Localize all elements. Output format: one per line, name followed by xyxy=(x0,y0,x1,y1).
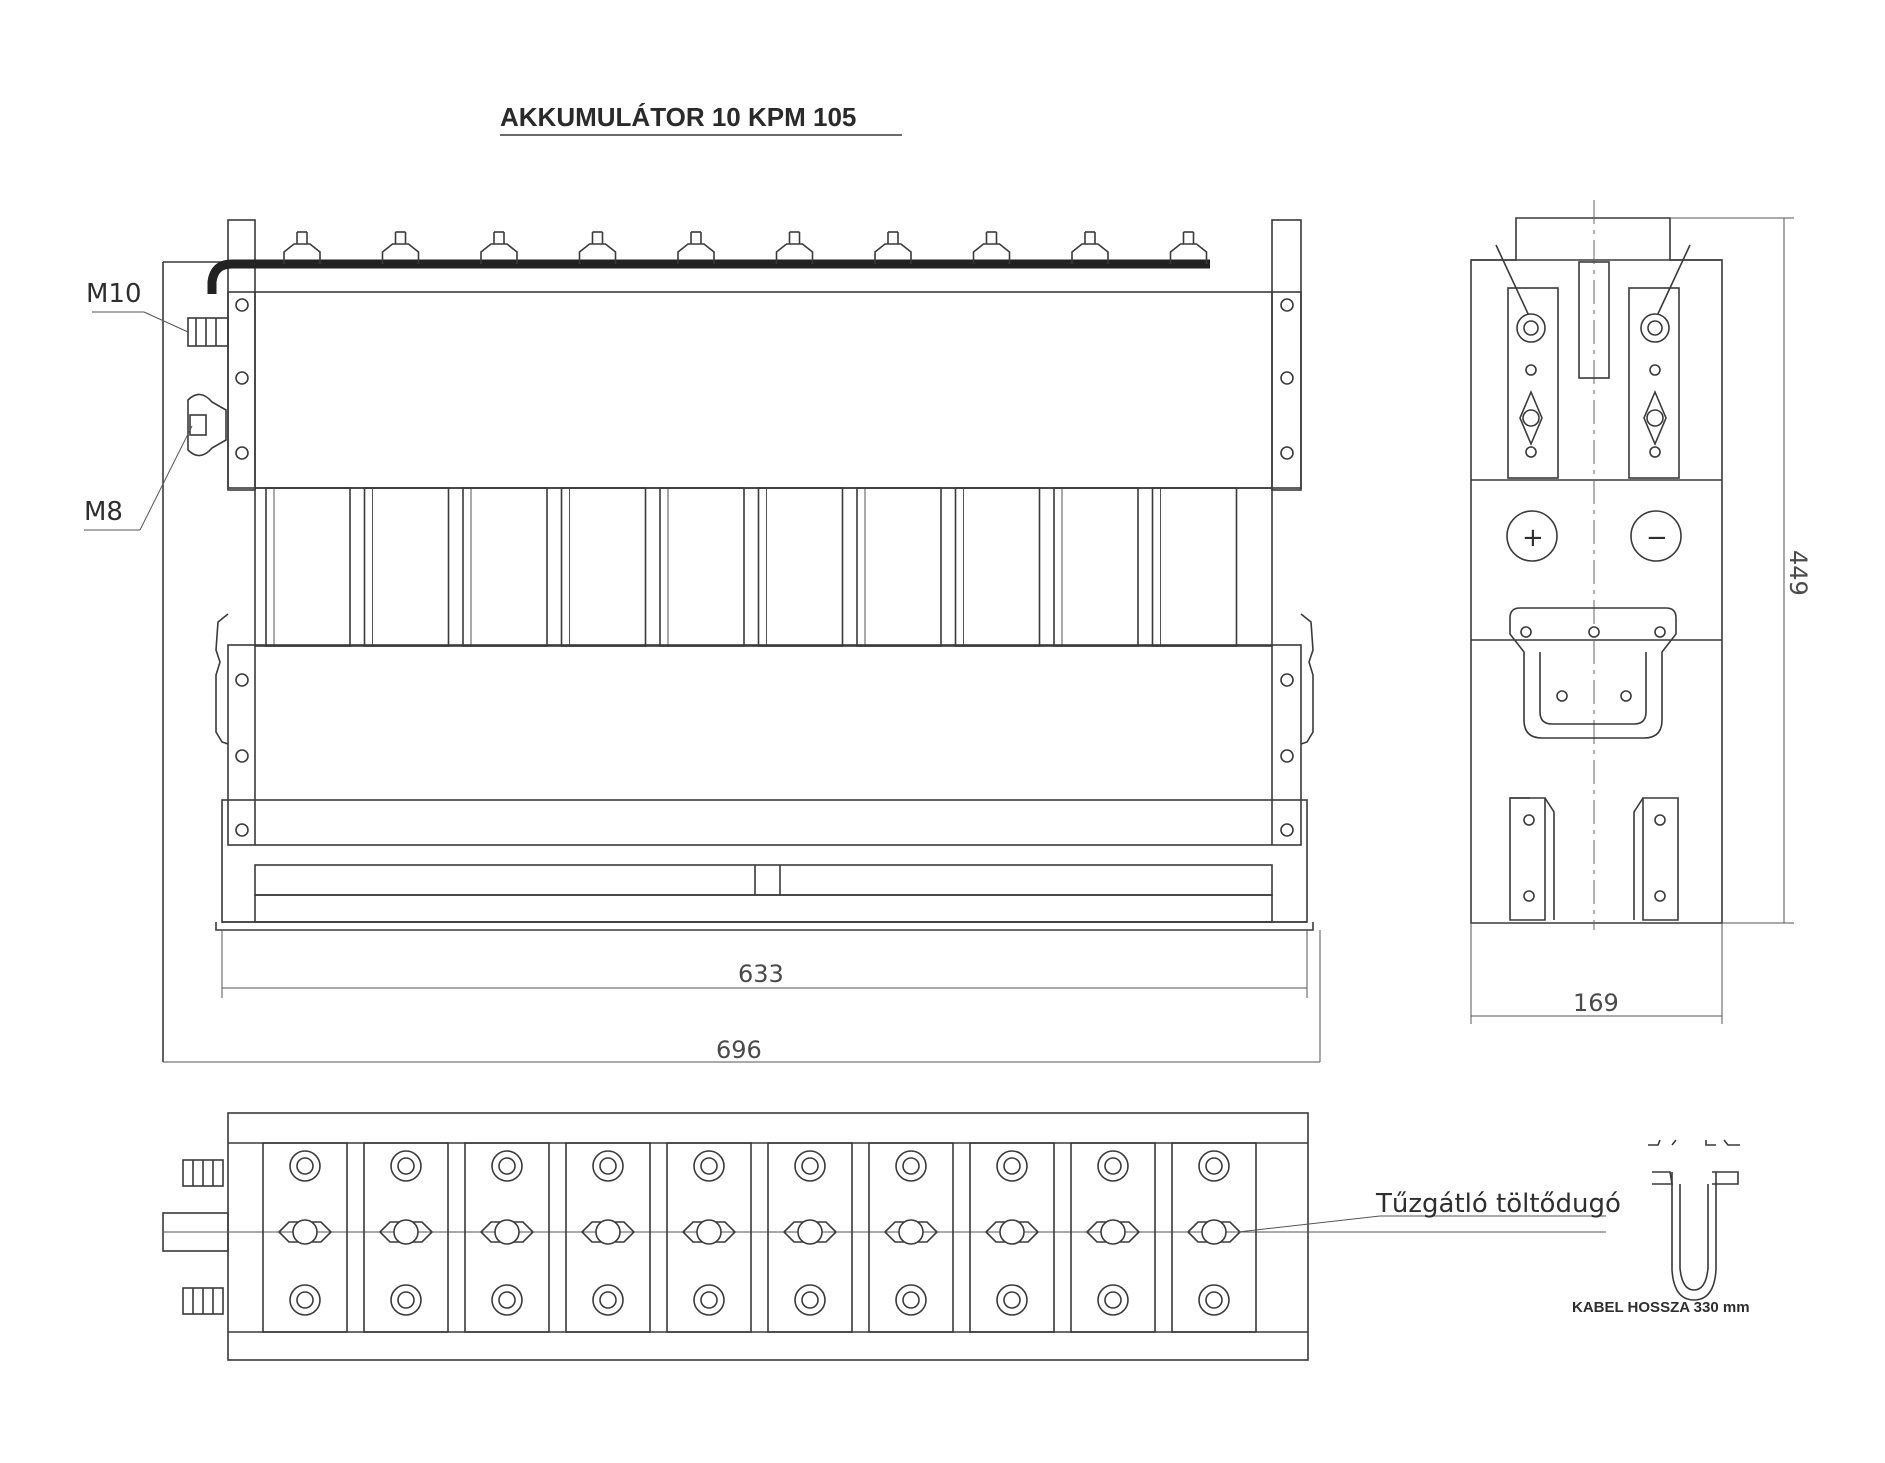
terminal-bolt xyxy=(600,1158,616,1174)
drawing-title: AKKUMULÁTOR 10 KPM 105 xyxy=(500,102,857,132)
screw xyxy=(236,372,248,384)
label-m10: M10 xyxy=(86,279,142,309)
m10-bolt xyxy=(188,318,228,346)
terminal-bolt xyxy=(297,1292,313,1308)
terminal-bolt xyxy=(1206,1292,1222,1308)
negative-symbol: − xyxy=(1646,523,1668,553)
terminal-bolt xyxy=(701,1158,717,1174)
label-fire-plug: Tűzgátló töltődugó xyxy=(1376,1189,1621,1219)
side-view xyxy=(1471,200,1812,1024)
front-view xyxy=(84,220,1320,1064)
screw xyxy=(236,674,248,686)
svg-text:696: 696 xyxy=(716,1036,762,1064)
terminal-bolt xyxy=(398,1158,414,1174)
cell-2 xyxy=(365,488,449,646)
screw xyxy=(1281,824,1293,836)
terminal-bolt xyxy=(398,1292,414,1308)
cell-3 xyxy=(463,488,547,646)
vent-plug-cap xyxy=(1101,1220,1125,1244)
terminal-bolt xyxy=(1004,1158,1020,1174)
vent-plug-cap xyxy=(899,1220,923,1244)
screw xyxy=(1281,447,1293,459)
screw xyxy=(236,299,248,311)
cable-detail xyxy=(1572,1140,1750,1316)
vent-plug-cap xyxy=(293,1220,317,1244)
cell-band xyxy=(266,488,1237,646)
cell-1 xyxy=(266,488,350,646)
screw xyxy=(1281,750,1293,762)
left-handle xyxy=(216,614,228,744)
cell-8 xyxy=(956,488,1040,646)
terminal-bolt xyxy=(1105,1292,1121,1308)
terminal-bolt xyxy=(499,1292,515,1308)
terminal-bolt xyxy=(1206,1158,1222,1174)
cell-4 xyxy=(562,488,646,646)
vent-plug-cap xyxy=(596,1220,620,1244)
vent-plug-cap xyxy=(1000,1220,1024,1244)
top-view xyxy=(163,1113,1621,1360)
svg-text:633: 633 xyxy=(738,960,784,988)
dimension-696 xyxy=(163,930,1320,1064)
terminal-bolt xyxy=(903,1158,919,1174)
top-terminals xyxy=(284,232,1207,264)
panel-screws xyxy=(236,299,1293,836)
front-cells-outline xyxy=(255,488,1272,646)
vent-plug-cap xyxy=(495,1220,519,1244)
cell-5 xyxy=(660,488,744,646)
terminal-bolt xyxy=(1004,1292,1020,1308)
label-m8: M8 xyxy=(84,497,123,527)
vent-plug-cap xyxy=(394,1220,418,1244)
screw xyxy=(236,824,248,836)
terminal-bolt xyxy=(802,1292,818,1308)
label-cable-length: KABEL HOSSZA 330 mm xyxy=(1572,1299,1750,1316)
positive-symbol: + xyxy=(1522,523,1544,553)
connector-cable xyxy=(212,264,1210,294)
screw xyxy=(1281,372,1293,384)
front-lower-panel xyxy=(228,645,1301,845)
vent-plug-cap xyxy=(1202,1220,1226,1244)
dimension-169 xyxy=(1471,923,1722,1024)
cell-9 xyxy=(1054,488,1138,646)
terminal-bolt xyxy=(903,1292,919,1308)
dimension-449 xyxy=(1670,218,1812,923)
screw xyxy=(236,447,248,459)
screw xyxy=(236,750,248,762)
top-bolt-upper xyxy=(183,1160,223,1186)
terminal-bolt xyxy=(499,1158,515,1174)
cell-10 xyxy=(1153,488,1237,646)
front-upper-panel xyxy=(228,292,1301,488)
terminal-bolt xyxy=(802,1158,818,1174)
cell-6 xyxy=(759,488,843,646)
dimension-633 xyxy=(222,930,1307,998)
svg-text:169: 169 xyxy=(1573,989,1619,1017)
cable-loop xyxy=(1672,1172,1716,1300)
screw xyxy=(1281,299,1293,311)
right-handle xyxy=(1301,614,1313,744)
screw xyxy=(1281,674,1293,686)
terminal-bolt xyxy=(1105,1158,1121,1174)
terminal-bolt xyxy=(297,1158,313,1174)
vent-plug-cap xyxy=(697,1220,721,1244)
top-bolt-lower xyxy=(183,1288,223,1314)
terminal-bolt xyxy=(600,1292,616,1308)
top-cell-grid xyxy=(263,1143,1256,1332)
terminal-bolt xyxy=(701,1292,717,1308)
svg-text:449: 449 xyxy=(1784,550,1812,596)
cell-7 xyxy=(857,488,941,646)
front-bottom-tray xyxy=(222,800,1307,922)
vent-plug-cap xyxy=(798,1220,822,1244)
m8-wing-nut xyxy=(188,394,226,455)
